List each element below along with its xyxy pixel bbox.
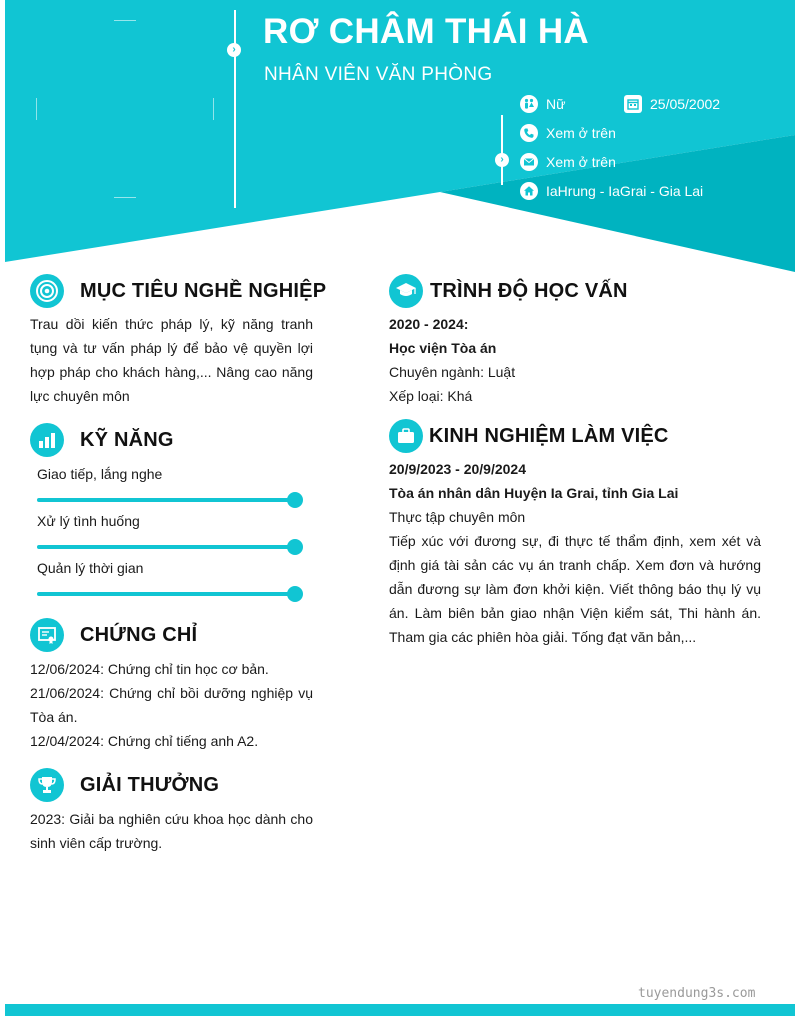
birthday-text: 25/05/2002	[650, 96, 721, 112]
awards-heading	[30, 768, 219, 802]
gender-icon	[520, 95, 538, 113]
experience-position: Thực tập chuyên môn	[389, 509, 526, 525]
education-period: 2020 - 2024:	[389, 316, 469, 332]
skill-fill	[37, 592, 295, 596]
experience-heading	[389, 419, 669, 453]
certificate-item: 21/06/2024: Chứng chỉ bồi dưỡng nghiệp vụ Tòa án.	[30, 685, 313, 725]
footer-bar	[5, 1004, 795, 1016]
awards-title: GIẢI THƯỞNG	[80, 773, 220, 796]
skill-label: Quản lý thời gian	[37, 560, 144, 576]
skill-bar	[37, 492, 303, 508]
objective-title: MỤC TIÊU NGHỀ NGHIỆP	[80, 279, 327, 302]
education-grade: Xếp loại: Khá	[389, 388, 473, 404]
header-divider	[234, 10, 236, 208]
awards-text: 2023: Giải ba nghiên cứu khoa học dành cho sinh viên cấp trường.	[30, 811, 313, 851]
certificate-icon	[30, 618, 64, 652]
target-icon	[30, 274, 64, 308]
skill-fill	[37, 498, 295, 502]
experience-block	[389, 457, 761, 649]
experience-description: Tiếp xúc với đương sự, đi thực tế thẩm định, xem xét và định giá tài sản các vụ án tranh chấp. Xem đơn và hướng dẫn đương sự làm đơn khởi kiện. Viết thông báo thụ lý vụ án. Làm biên bản giao nhận Viện kiểm sát, Thi hành án. Tham gia các phiên hòa giải. Tống đạt văn bản,...	[389, 533, 761, 645]
job-title: NHÂN VIÊN VĂN PHÒNG	[264, 64, 493, 85]
watermark: tuyendung3s.com	[638, 986, 756, 1001]
certificates-list	[30, 657, 313, 753]
certificates-heading	[30, 618, 197, 652]
experience-company: Tòa án nhân dân Huyện Ia Grai, tỉnh Gia Lai	[389, 485, 679, 501]
header-banner	[0, 0, 800, 275]
trophy-icon	[30, 768, 64, 802]
briefcase-icon	[389, 419, 423, 453]
skill-knob	[287, 586, 303, 602]
skill-item	[37, 558, 303, 602]
education-major: Chuyên ngành: Luật	[389, 364, 516, 380]
skills-heading	[30, 423, 174, 457]
candidate-name: RƠ CHÂM THÁI HÀ	[263, 12, 589, 51]
skill-label: Giao tiếp, lắng nghe	[37, 466, 163, 482]
phone-text: Xem ở trên	[546, 125, 616, 141]
objective-text: Trau dồi kiến thức pháp lý, kỹ năng tranh tụng và tư vấn pháp lý để bảo vệ quyền lợi hợp pháp cho khách hàng,... Nâng cao năng lực chuyên môn	[30, 316, 313, 404]
email-row	[520, 153, 616, 171]
education-school: Học viện Tòa án	[389, 340, 497, 356]
address-row	[520, 182, 703, 200]
chevron-right-icon: ›	[227, 43, 241, 57]
home-icon	[520, 182, 538, 200]
contact-divider	[501, 115, 503, 185]
education-title: TRÌNH ĐỘ HỌC VẤN	[430, 279, 628, 302]
certificates-title: CHỨNG CHỈ	[80, 623, 198, 646]
objective-heading	[30, 274, 326, 308]
phone-row	[520, 124, 616, 142]
email-icon	[520, 153, 538, 171]
skill-item	[37, 511, 303, 555]
certificate-item: 12/04/2024: Chứng chỉ tiếng anh A2.	[30, 733, 259, 749]
skill-item	[37, 464, 303, 508]
education-block	[389, 312, 761, 408]
address-text: IaHrung - IaGrai - Gia Lai	[546, 183, 704, 199]
skill-bar	[37, 539, 303, 555]
calendar-icon	[624, 95, 642, 113]
email-text: Xem ở trên	[546, 154, 616, 170]
experience-period: 20/9/2023 - 20/9/2024	[389, 461, 527, 477]
skill-fill	[37, 545, 295, 549]
photo-frame	[36, 20, 214, 198]
phone-icon	[520, 124, 538, 142]
gender-text: Nữ	[546, 96, 566, 112]
skills-title: KỸ NĂNG	[80, 428, 174, 451]
gender-row	[520, 95, 565, 113]
skill-knob	[287, 539, 303, 555]
birthday-row	[624, 95, 720, 113]
experience-title: KINH NGHIỆM LÀM VIỆC	[429, 424, 669, 447]
graduation-cap-icon	[389, 274, 423, 308]
skill-knob	[287, 492, 303, 508]
education-heading	[389, 274, 628, 308]
bar-chart-icon	[30, 423, 64, 457]
chevron-right-icon: ›	[495, 153, 509, 167]
skill-label: Xử lý tình huống	[37, 513, 140, 529]
certificate-item: 12/06/2024: Chứng chỉ tin học cơ bản.	[30, 661, 269, 677]
skill-bar	[37, 586, 303, 602]
